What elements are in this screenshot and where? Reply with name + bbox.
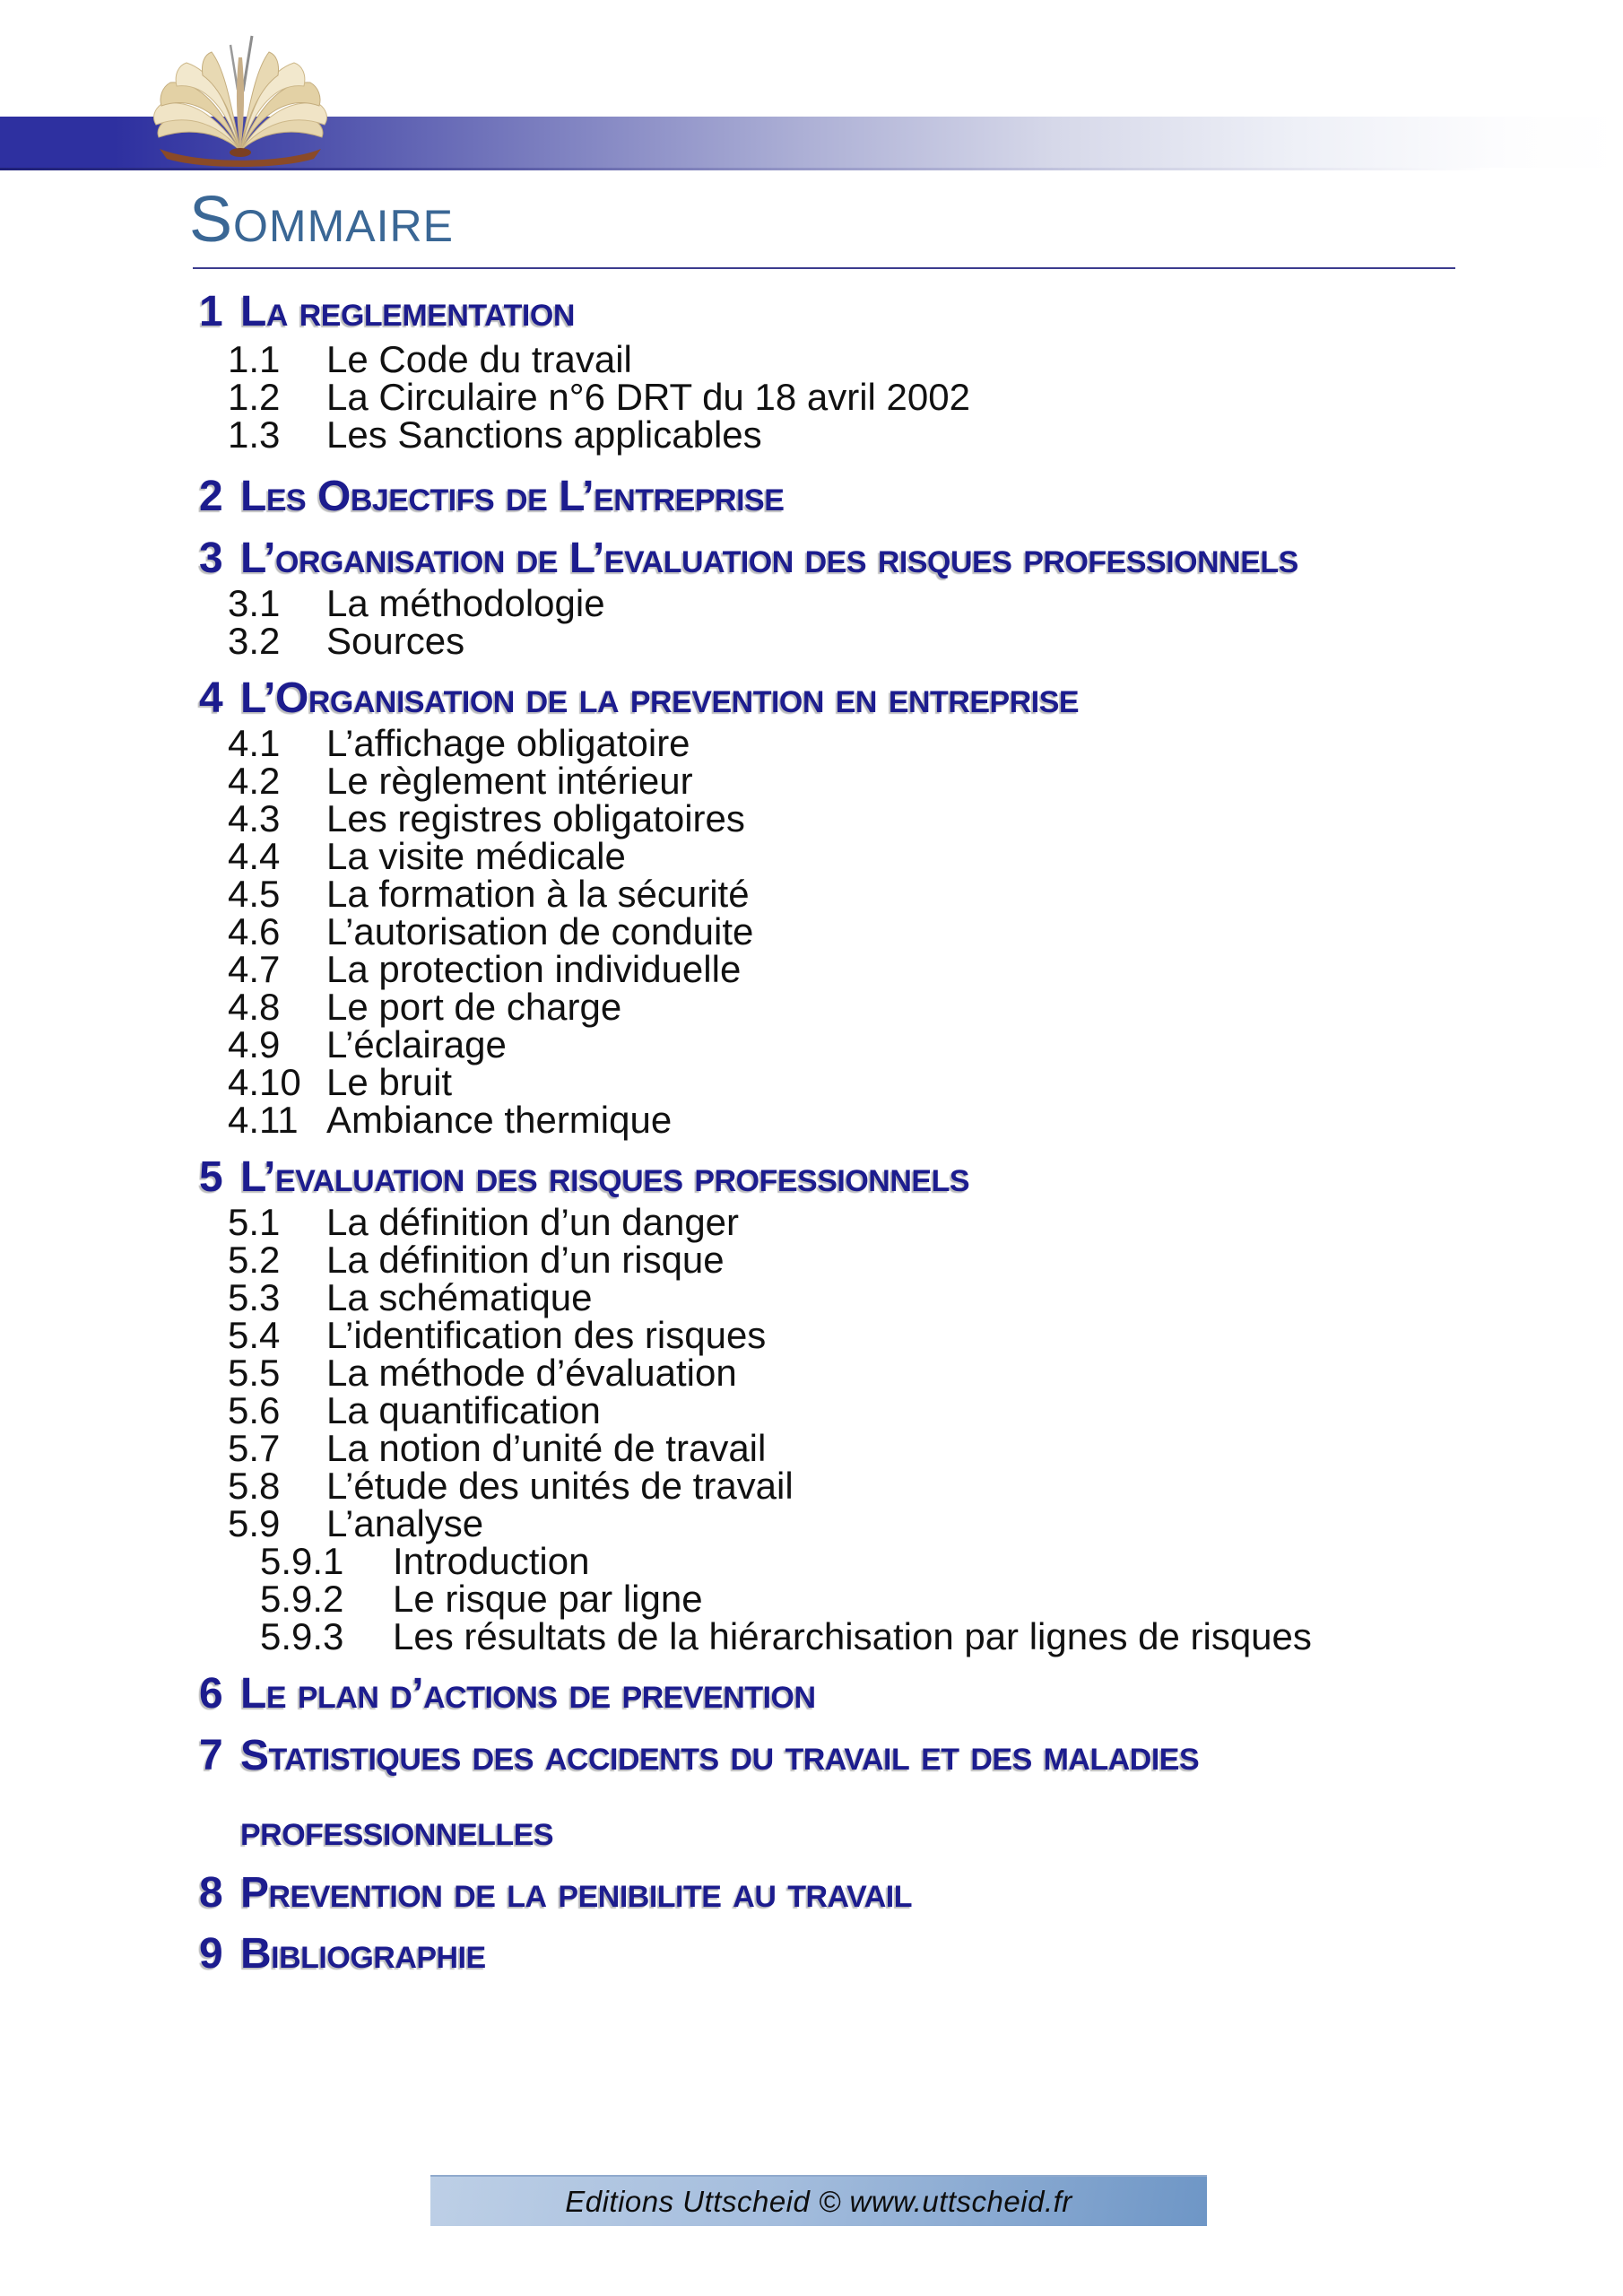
toc-entry-number: 5.4: [228, 1314, 281, 1356]
toc-entry-4-4: [0, 835, 1623, 877]
toc-entry-title: La Circulaire n°6 DRT du 18 avril 2002: [326, 376, 970, 418]
toc-entry-number: 4.3: [228, 797, 281, 839]
toc-section-title: L’evaluation des risques professionnels: [240, 1153, 970, 1201]
toc-entry-5-9: [0, 1502, 1623, 1544]
page-title: Sommaire: [189, 184, 454, 256]
toc-entry-5-5: [0, 1354, 1623, 1392]
toc-entry-number: 5.3: [228, 1276, 281, 1318]
toc-entry-4-2: [0, 762, 1623, 800]
toc-entry-number: 5.7: [228, 1427, 281, 1469]
toc-section-title: L’organisation de L’evaluation des risques professionnels: [240, 535, 1298, 582]
toc-entry-title: L’étude des unités de travail: [326, 1465, 794, 1507]
toc-entry-title: Les registres obligatoires: [326, 797, 745, 839]
toc-section-title: Les Objectifs de L’entreprise: [240, 473, 785, 520]
toc-section-title: Prevention de la penibilite au travail: [240, 1869, 913, 1917]
toc-entry-number: 4.1: [228, 722, 281, 764]
toc-section-9: [0, 1931, 1623, 1978]
toc-entry-4-9: [0, 1023, 1623, 1065]
toc-entry-title: Le risque par ligne: [393, 1578, 703, 1620]
toc-entry-5-9-1: [0, 1540, 1623, 1582]
toc-entry-3-2: [0, 622, 1623, 660]
open-book-icon: [135, 34, 346, 169]
toc-section-number: 1: [199, 288, 223, 335]
toc-entry-5-8: [0, 1467, 1623, 1505]
toc-section-number: 9: [199, 1930, 223, 1978]
toc-entry-4-1: [0, 722, 1623, 764]
toc-entry-number: 1.2: [228, 376, 281, 418]
toc-entry-title: La méthodologie: [326, 582, 605, 624]
toc-section-title: Bibliographie: [240, 1930, 486, 1978]
toc-section-title: La reglementation: [240, 288, 575, 335]
toc-section-5: [0, 1154, 1623, 1201]
toc-section-number: 8: [199, 1869, 223, 1917]
toc-entry-5-4: [0, 1314, 1623, 1356]
toc-entry-4-7: [0, 948, 1623, 990]
toc-entry-number: 4.8: [228, 986, 281, 1028]
toc-entry-title: Ambiance thermique: [326, 1099, 673, 1141]
toc-entry-5-9-2: [0, 1580, 1623, 1618]
toc-entry-number: 4.5: [228, 873, 281, 915]
toc-section-1: [0, 289, 1623, 335]
toc-entry-5-6: [0, 1389, 1623, 1431]
toc-section-6: [0, 1671, 1623, 1718]
table-of-contents: [0, 289, 1623, 1978]
toc-entry-title: La formation à la sécurité: [326, 873, 750, 915]
toc-entry-number: 5.9.2: [260, 1578, 344, 1620]
toc-entry-title: L’autorisation de conduite: [326, 910, 754, 952]
toc-entry-title: Sources: [326, 620, 465, 662]
toc-entry-number: 4.6: [228, 910, 281, 952]
toc-entry-number: 5.9.1: [260, 1540, 344, 1582]
toc-entry-title: La définition d’un risque: [326, 1239, 725, 1281]
toc-entry-title: La notion d’unité de travail: [326, 1427, 767, 1469]
toc-entry-title: La méthode d’évaluation: [326, 1352, 737, 1394]
toc-entry-5-7: [0, 1427, 1623, 1469]
toc-entry-5-1: [0, 1201, 1623, 1243]
book-page-line: [230, 45, 238, 90]
toc-entry-4-8: [0, 988, 1623, 1026]
toc-entry-number: 3.1: [228, 582, 281, 624]
toc-entry-4-3: [0, 797, 1623, 839]
toc-entry-number: 5.9.3: [260, 1615, 344, 1657]
footer-bar: [430, 2175, 1207, 2226]
toc-entry-5-2: [0, 1241, 1623, 1279]
toc-entry-title: Le bruit: [326, 1061, 453, 1103]
toc-entry-4-11: [0, 1101, 1623, 1139]
title-underline: [193, 267, 1455, 269]
toc-entry-number: 5.9: [228, 1502, 281, 1544]
book-quill-line: [243, 36, 252, 91]
toc-entry-title: La quantification: [326, 1389, 601, 1431]
toc-entry-number: 4.11: [228, 1099, 299, 1141]
toc-entry-title: L’identification des risques: [326, 1314, 767, 1356]
toc-entry-number: 4.2: [228, 760, 281, 802]
toc-section-title: Le plan d’actions de prevention: [240, 1670, 816, 1718]
toc-entry-5-3: [0, 1276, 1623, 1318]
toc-entry-5-9-3: [0, 1615, 1623, 1657]
toc-entry-title: Le port de charge: [326, 986, 622, 1028]
toc-entry-title: La visite médicale: [326, 835, 626, 877]
toc-entry-number: 4.9: [228, 1023, 281, 1065]
toc-entry-number: 5.6: [228, 1389, 281, 1431]
toc-entry-number: 4.10: [228, 1061, 301, 1103]
toc-entry-title: Le règlement intérieur: [326, 760, 693, 802]
toc-section-3: [0, 535, 1623, 582]
toc-entry-title: Le Code du travail: [326, 338, 632, 380]
toc-entry-4-10: [0, 1061, 1623, 1103]
toc-entry-title: La schématique: [326, 1276, 593, 1318]
footer-text: Editions Uttscheid © www.uttscheid.fr: [565, 2184, 1072, 2218]
toc-entry-title: La protection individuelle: [326, 948, 742, 990]
toc-entry-title: L’analyse: [326, 1502, 484, 1544]
toc-section-number: 6: [199, 1670, 223, 1718]
toc-section-number: 5: [199, 1153, 223, 1201]
toc-entry-title: Les Sanctions applicables: [326, 413, 762, 456]
toc-entry-1-1: [0, 338, 1623, 380]
toc-entry-number: 1.3: [228, 413, 281, 456]
toc-entry-number: 5.1: [228, 1201, 281, 1243]
toc-section-number: 2: [199, 473, 223, 520]
toc-entry-number: 5.2: [228, 1239, 281, 1281]
toc-entry-number: 5.8: [228, 1465, 281, 1507]
toc-section-title: Statistiques des accidents du travail et des maladies professionnelles: [240, 1732, 1200, 1855]
toc-entry-number: 3.2: [228, 620, 281, 662]
toc-entry-title: L’affichage obligatoire: [326, 722, 690, 764]
toc-entry-4-5: [0, 875, 1623, 913]
toc-section-8: [0, 1870, 1623, 1917]
toc-section-number: 3: [199, 535, 223, 582]
toc-section-7: [0, 1718, 1623, 1869]
toc-section-title: L’Organisation de la prevention en entreprise: [240, 674, 1080, 722]
toc-entry-number: 4.4: [228, 835, 281, 877]
toc-entry-title: L’éclairage: [326, 1023, 507, 1065]
toc-section-4: [0, 675, 1623, 722]
toc-entry-number: 5.5: [228, 1352, 281, 1394]
toc-entry-title: Introduction: [393, 1540, 590, 1582]
toc-section-2: [0, 474, 1623, 520]
toc-section-number: 7: [199, 1732, 223, 1779]
toc-entry-4-6: [0, 910, 1623, 952]
toc-entry-1-2: [0, 378, 1623, 416]
toc-entry-1-3: [0, 413, 1623, 456]
toc-entry-title: La définition d’un danger: [326, 1201, 740, 1243]
toc-entry-number: 4.7: [228, 948, 281, 990]
toc-section-number: 4: [199, 674, 223, 722]
toc-entry-title: Les résultats de la hiérarchisation par lignes de risques: [393, 1615, 1312, 1657]
toc-entry-number: 1.1: [228, 338, 281, 380]
toc-entry-3-1: [0, 582, 1623, 624]
